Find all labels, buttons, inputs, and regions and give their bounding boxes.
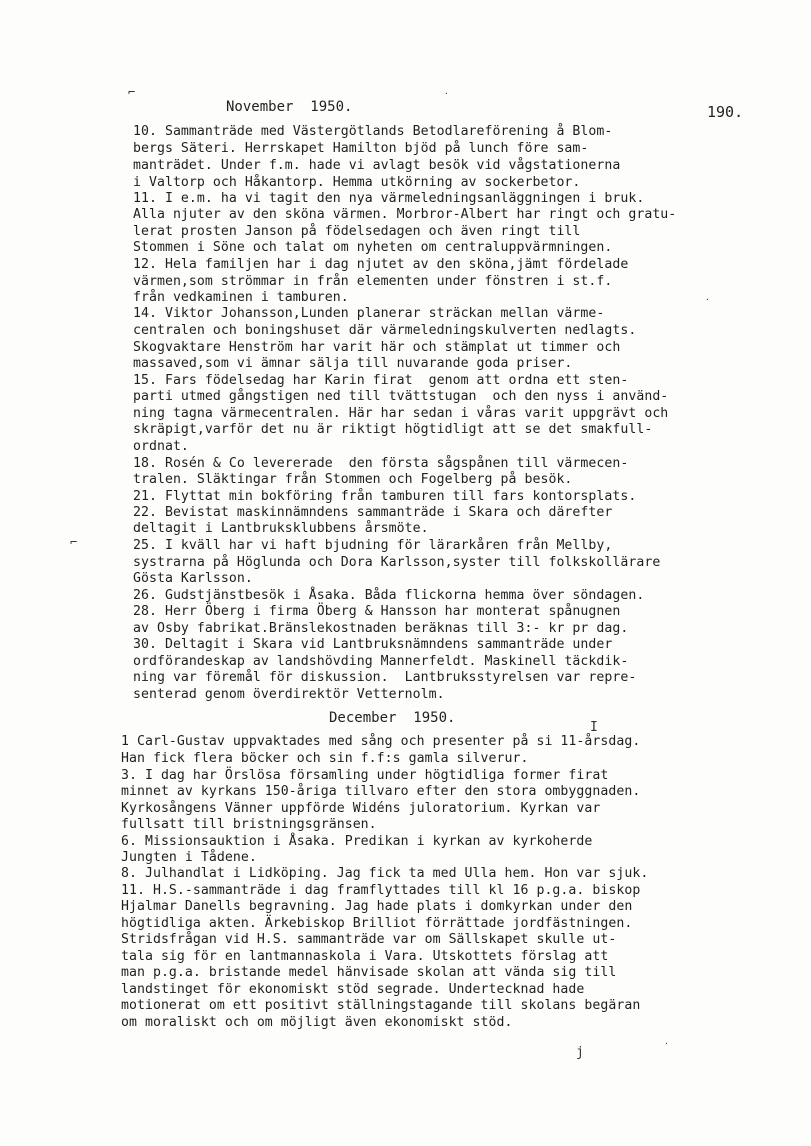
text-line: 1 Carl-Gustav uppvaktades med sång och presenter på si 11-årsdag. — [121, 734, 641, 749]
month-heading-november: November 1950. — [226, 99, 353, 115]
text-line: man p.g.a. bristande medel hänvisade skolan att vända sig till — [121, 965, 617, 980]
text-line: ning tagna värmecentralen. Här har sedan i våras varit uppgrävt och — [133, 406, 669, 421]
text-line: 3. I dag har Örslösa församling under högtidliga former firat — [121, 768, 609, 783]
text-line: manträdet. Under f.m. hade vi avlagt besök vid vågstationerna — [133, 158, 621, 173]
text-line: tala sig för en lantmannaskola i Vara. Utskottets förslag att — [121, 949, 609, 964]
text-line: Skogvaktare Henström har varit här och stämplat ut timmer och — [133, 340, 621, 355]
text-line: motionerat om ett positivt ställningstagande till skolans begäran — [121, 998, 641, 1013]
page-number: 190. — [707, 103, 744, 121]
corner-mark: ⌐ — [128, 85, 136, 99]
text-line: 30. Deltagit i Skara vid Lantbruksnämndens sammanträde under — [133, 637, 613, 652]
dot-mark: · — [444, 89, 449, 98]
text-line: 18. Rosén & Co levererade den första sågspånen till värmecen- — [133, 456, 629, 471]
text-line: senterad genom överdirektör Vetternolm. — [133, 687, 445, 702]
text-line: 8. Julhandlat i Lidköping. Jag fick ta med Ulla hem. Hon var sjuk. — [121, 866, 649, 881]
cursor-mark: j — [576, 1045, 584, 1060]
text-line: Jungten i Tådene. — [121, 850, 257, 865]
month-heading-december: December 1950. — [329, 710, 456, 726]
text-line: massaved,som vi ämnar sälja till nuvarande goda priser. — [133, 356, 573, 371]
text-line: minnet av kyrkans 150-åriga tillvaro efter den stora ombyggnaden. — [121, 784, 641, 799]
text-line: ning var föremål för diskussion. Lantbruksstyrelsen var repre- — [133, 670, 637, 685]
text-line: Kyrkosångens Vänner uppförde Widéns juloratorium. Kyrkan var — [121, 801, 601, 816]
left-margin-mark: ⌐ — [70, 535, 78, 549]
text-line: ordförandeskap av landshövding Mannerfeldt. Maskinell täckdik- — [133, 654, 629, 669]
text-line: bergs Säteri. Herrskapet Hamilton bjöd på lunch före sam- — [133, 141, 589, 156]
text-line: parti utmed gångstigen ned till tvättstugan och den nyss i använd- — [133, 389, 669, 404]
text-line: högtidliga akten. Ärkebiskop Brilliot förrättade jordfästningen. — [121, 916, 633, 931]
text-line: lerat prosten Janson på födelsedagen och även ringt till — [133, 224, 581, 239]
text-line: Gösta Karlsson. — [133, 571, 253, 586]
text-line: deltagit i Lantbruksklubbens årsmöte. — [133, 521, 429, 536]
text-line: 14. Viktor Johansson,Lunden planerar sträckan mellan värme- — [133, 306, 605, 321]
text-line: 22. Bevistat maskinnämndens sammanträde i Skara och därefter — [133, 505, 613, 520]
text-line: Hjalmar Danells begravning. Jag hade plats i domkyrkan under den — [121, 899, 633, 914]
text-line: systrarna på Höglunda och Dora Karlsson,syster till folkskollärare — [133, 555, 661, 570]
dot-mark: · — [705, 295, 710, 304]
text-line: av Osby fabrikat.Bränslekostnaden beräknas till 3:- kr pr dag. — [133, 621, 629, 636]
text-line: 12. Hela familjen har i dag njutet av den sköna,jämt fördelade — [133, 257, 629, 272]
text-line: 26. Gudstjänstbesök i Åsaka. Båda flickorna hemma över söndagen. — [133, 588, 645, 603]
text-line: 28. Herr Öberg i firma Öberg & Hansson har monterat spånugnen — [133, 604, 621, 619]
text-line: fullsatt till bristningsgränsen. — [121, 817, 377, 832]
text-line: 21. Flyttat min bokföring från tamburen till fars kontorsplats. — [133, 489, 637, 504]
text-line: Alla njuter av den sköna värmen. Morbror-Albert har ringt och gratu- — [133, 207, 677, 222]
text-line: 15. Fars födelsedag har Karin firat genom att ordna ett sten- — [133, 373, 629, 388]
text-line: Stridsfrågan vid H.S. sammanträde var om Sällskapet skulle ut- — [121, 932, 617, 947]
text-line: värmen,som strömmar in från elementen under fönstren i st.f. — [133, 274, 613, 289]
text-line: tralen. Släktingar från Stommen och Fogelberg på besök. — [133, 472, 573, 487]
text-line: i Valtorp och Håkantorp. Hemma utkörning av sockerbetor. — [133, 175, 581, 190]
text-line: landstinget för ekonomiskt stöd segrade. Undertecknad hade — [121, 982, 585, 997]
text-line: 11. I e.m. ha vi tagit den nya värmeledningsanläggningen i bruk. — [133, 191, 645, 206]
text-line: ordnat. — [133, 439, 189, 454]
text-line: 11. H.S.-sammanträde i dag framflyttades till kl 16 p.g.a. biskop — [121, 883, 641, 898]
text-line: centralen och boningshuset där värmeledningskulverten nedlagts. — [133, 323, 637, 338]
text-line: 25. I kväll har vi haft bjudning för lärarkåren från Mellby, — [133, 538, 613, 553]
text-line: skräpigt,varför det nu är riktigt högtidligt att se det smakfull- — [133, 422, 653, 437]
text-line: 10. Sammanträde med Västergötlands Betodlareförening å Blom- — [133, 124, 613, 139]
text-line: Han fick flera böcker och sin f.f:s gamla silverur. — [121, 751, 529, 766]
dot-mark: · — [664, 1039, 669, 1048]
text-line: från vedkaminen i tamburen. — [133, 290, 349, 305]
text-line: 6. Missionsauktion i Åsaka. Predikan i kyrkan av kyrkoherde — [121, 834, 593, 849]
text-line: om moraliskt och om möjligt även ekonomiskt stöd. — [121, 1015, 513, 1030]
text-line: Stommen i Söne och talat om nyheten om centraluppvärmningen. — [133, 240, 613, 255]
cursor-mark: I — [590, 720, 598, 735]
